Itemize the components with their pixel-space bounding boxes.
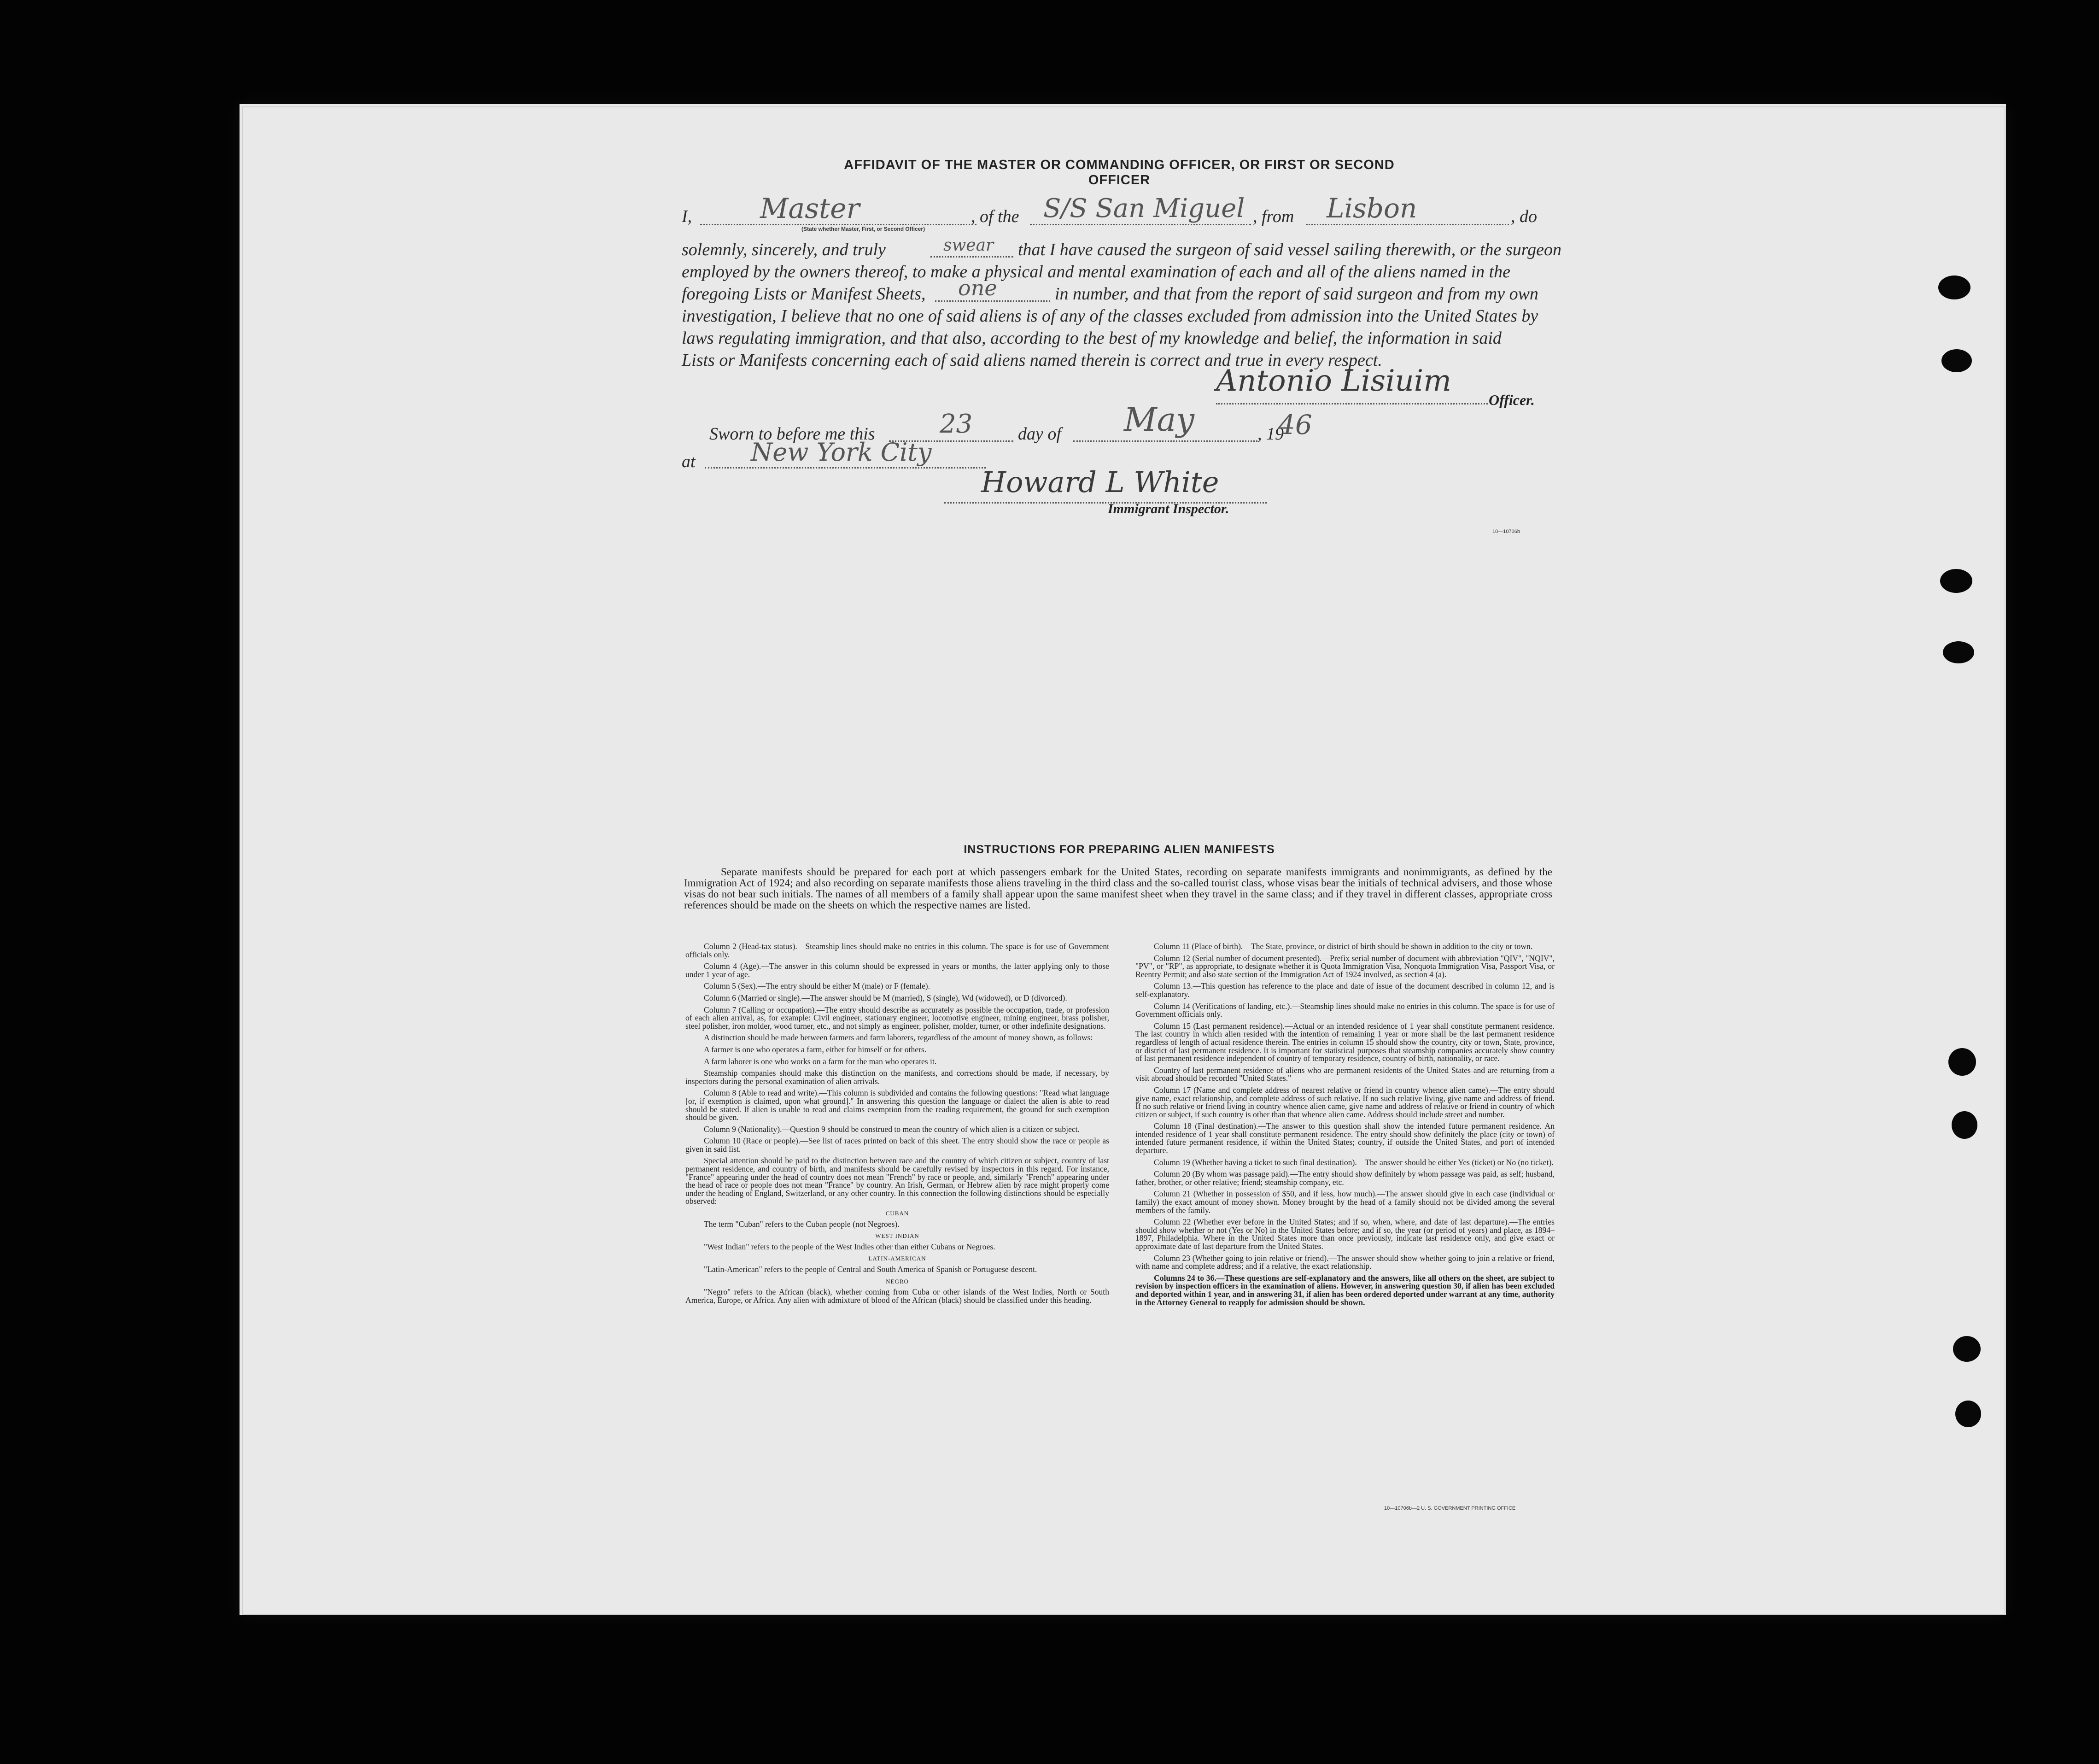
- right-paragraph: Column 15 (Last permanent residence).—Actual or an intended residence of 1 year shall constitute permanent residence. The last country in which alien resided with the intention of remaining 1 year or more shall be the last permanent residence regardless of length of actual residence therein. The entries in column 15 should show the country, city or town, State, province, or district of last permanent residence. It is important for statistical purposes that steamship companies accurately show country of last permanent residence independent of country of temporary residence, country of birth, nationality, or race.: [1135, 1021, 1555, 1063]
- affidavit-do: , do: [1511, 207, 1537, 226]
- right-paragraph: Column 11 (Place of birth).—The State, province, or district of birth should be shown in addition to the city or town.: [1154, 942, 1533, 951]
- heading-negro: NEGRO: [886, 1278, 909, 1285]
- left-paragraph: Column 2 (Head-tax status).—Steamship lines should make no entries in this column. The space is for use of Government officials only.: [685, 942, 1109, 959]
- month-field-line[interactable]: [1073, 440, 1257, 442]
- right-paragraph: Column 22 (Whether ever before in the United States; and if so, when, where, and date of last departure).—The entries should show whether or not (Yes or No) in the United States before; and if so, the year (or period of years) and place, as 1894–1897, Philadelphia. Where in the United States more than once previously, indicate last residence only, and give exact or approximate date of last departure from the United States.: [1135, 1217, 1555, 1251]
- handwritten-vessel: S/S San Miguel: [1043, 193, 1245, 223]
- left-paragraph: A farm laborer is one who works on a farm for the man who operates it.: [704, 1056, 937, 1066]
- right-paragraph: Column 23 (Whether going to join relative or friend).—The answer should show whether going to join a relative or friend, with name and complete address; and if a relative, the exact relationship.: [1135, 1253, 1555, 1271]
- sheets-field-line[interactable]: [935, 300, 1050, 302]
- left-paragraph: Column 7 (Calling or occupation).—The entry should describe as accurately as possible the occupation, trade, or profession of each alien arrival, as, for example: Civil engineer, stationary engineer, locomotive engineer, mining engineer, brass polisher, steel polisher, iron molder, wood turner, etc., and not simply as engineer, polisher, molder, turner, or other indefinite designations.: [685, 1005, 1109, 1031]
- binder-hole: [1952, 1111, 1977, 1139]
- right-paragraph: Column 21 (Whether in possession of $50, and if less, how much).—The answer should give in each case (individual or family) the exact amount of money shown. Money brought by the head of a family should not be divided among the several members of the family.: [1135, 1189, 1555, 1215]
- affidavit-line-2: [682, 240, 886, 260]
- affidavit-of-the: , of the: [971, 207, 1019, 226]
- right-paragraph: Column 12 (Serial number of document presented).—Prefix serial number of document with abbreviation "QIV", "NQIV", "PV", or "RP", as appropriate, to designate whether it is Quota Immigration Visa, Nonquota Immigration Visa, Passport Visa, or Reentry Permit; and also state section of the Immigration Act of 1924 involved, as section 4 (a).: [1135, 953, 1555, 979]
- affidavit-title: AFFIDAVIT OF THE MASTER OR COMMANDING OFFICER, OR FIRST OR SECOND OFFICER: [844, 158, 1395, 188]
- affidavit-from: , from: [1253, 207, 1294, 226]
- west-indian-text: "West Indian" refers to the people of the West Indies other than either Cubans or Negroes.: [704, 1242, 995, 1251]
- binder-hole: [1943, 641, 1974, 663]
- affidavit-line-6: laws regulating immigration, and that also, according to the best of my knowledge and belief, the information in said: [682, 328, 1502, 348]
- handwritten-day: 23: [940, 409, 973, 439]
- affidavit-line-2b: that I have caused the surgeon of said vessel sailing therewith, or the surgeon: [1018, 240, 1561, 259]
- rank-note: (State whether Master, First, or Second Officer): [801, 226, 925, 232]
- left-paragraph: A farmer is one who operates a farm, either for himself or for others.: [704, 1044, 927, 1054]
- left-paragraph: Column 6 (Married or single).—The answer should be M (married), S (single), Wd (widowed), or D (divorced).: [704, 993, 1067, 1002]
- binder-hole: [1938, 275, 1970, 299]
- handwritten-place: New York City: [751, 438, 932, 467]
- heading-west-indian: WEST INDIAN: [875, 1232, 919, 1240]
- affidavit-line-5: investigation, I believe that no one of said aliens is of any of the classes excluded from admission into the United States by: [682, 306, 1538, 326]
- place-field-line[interactable]: [705, 467, 986, 469]
- handwritten-year: 46: [1278, 409, 1312, 440]
- left-paragraph: Column 9 (Nationality).—Question 9 should be construed to mean the country of which alien is a citizen or subject.: [704, 1124, 1080, 1134]
- inspector-signature: Howard L White: [981, 465, 1219, 499]
- sworn-year-prefix: , 19: [1257, 424, 1284, 444]
- handwritten-sheets: one: [958, 275, 997, 300]
- affidavit-solemnly: solemnly, sincerely, and truly: [682, 240, 886, 259]
- latin-american-text: "Latin-American" refers to the people of Central and South America of Spanish or Portuguese descent.: [704, 1265, 1037, 1274]
- left-paragraph: A distinction should be made between farmers and farm laborers, regardless of the amount of money shown, as follows:: [704, 1033, 1093, 1043]
- left-paragraph: Column 8 (Able to read and write).—This column is subdivided and contains the following questions: "Read what language [or, if exemption is claimed, upon what ground]." In answering this question the language or dialect the alien is able to read should be stated. If alien is unable to read and claims exemption from the reading requirement, the ground for such exemption should be given.: [685, 1088, 1109, 1122]
- vessel-field-line[interactable]: [1030, 224, 1251, 225]
- officer-signature-line[interactable]: [1216, 403, 1488, 404]
- affidavit-line-3: employed by the owners thereof, to make a physical and mental examination of each and all of the aliens named in the: [682, 262, 1510, 281]
- affidavit-i: I,: [682, 207, 692, 226]
- binder-hole: [1955, 1401, 1981, 1427]
- left-paragraph: Column 10 (Race or people).—See list of races printed on back of this sheet. The entry should show the race or people as given in said list.: [685, 1136, 1109, 1154]
- binder-hole: [1948, 1048, 1976, 1076]
- heading-cuban: CUBAN: [885, 1210, 909, 1217]
- sworn-day-of: day of: [1018, 424, 1061, 444]
- negro-text: "Negro" refers to the African (black), whether coming from Cuba or other islands of the West Indies, North or South America, Europe, or Africa. Any alien with admixture of blood of the African (black) should be classified under this heading.: [685, 1287, 1109, 1305]
- instructions-left-column: [685, 943, 1109, 1308]
- affidavit-line-7: Lists or Manifests concerning each of said aliens named therein is correct and true in every respect.: [682, 351, 1382, 370]
- officer-label: Officer.: [1489, 392, 1535, 408]
- binder-hole: [1941, 349, 1972, 372]
- right-paragraph: Column 20 (By whom was passage paid).—The entry should show definitely by whom passage was paid, as self; husband, father, brother, or other relative; friend; steamship company, etc.: [1135, 1169, 1555, 1187]
- inspector-label: Immigrant Inspector.: [1108, 501, 1229, 516]
- right-paragraph: Column 14 (Verifications of landing, etc.).—Steamship lines should make no entries in this column. The space is for use of Government officials only.: [1135, 1001, 1555, 1019]
- handwritten-port: Lisbon: [1327, 193, 1417, 224]
- cuban-text: The term "Cuban" refers to the Cuban people (not Negroes).: [704, 1219, 900, 1229]
- heading-latin-american: LATIN-AMERICAN: [868, 1255, 926, 1262]
- left-paragraph: Steamship companies should make this distinction on the manifests, and corrections should be made, if necessary, by inspectors during the personal examination of alien arrivals.: [685, 1068, 1109, 1086]
- handwritten-month: May: [1124, 401, 1194, 439]
- instructions-intro: Separate manifests should be prepared for each port at which passengers embark for the United States, recording on separate manifests immigrants and nonimmigrants, as defined by the Immigration Act of 1924; and also recording on separate manifests those aliens traveling in the third class and the so-called tourist class, whose visas bear the initials of technical advisers, and those whose visas do not bear such initials. The names of all members of a family shall appear upon the same manifest sheet when they travel in the same class; and if they travel in different classes, appropriate cross references should be made on the sheets on which the respective names are listed.: [684, 866, 1552, 911]
- right-paragraph: Country of last permanent residence of aliens who are permanent residents of the United States and are returning from a visit abroad should be recorded "United States.": [1135, 1065, 1555, 1083]
- affidavit-line-4b: in number, and that from the report of said surgeon and from my own: [1055, 284, 1538, 304]
- instructions-title: INSTRUCTIONS FOR PREPARING ALIEN MANIFESTS: [964, 843, 1275, 856]
- sworn-at: at: [682, 452, 696, 471]
- left-paragraph: Column 5 (Sex).—The entry should be either M (male) or F (female).: [704, 981, 930, 991]
- printing-office-footer: 10—10706b—2 U. S. GOVERNMENT PRINTING OFFICE: [1384, 1506, 1516, 1511]
- handwritten-rank: Master: [760, 193, 860, 225]
- port-field-line[interactable]: [1306, 224, 1509, 225]
- left-paragraph: Special attention should be paid to the distinction between race and the country of which citizen or subject, country of last permanent residence, and country of birth, and manifests should be carefully revised by inspectors in this regard. For instance, "France" appearing under the head of country does not mean "French" by race or people, and, similarly "French" appearing under the head of race or people does not mean "France" by country. An Irish, German, or Hebrew alien by race might properly come under the heading of England, Switzerland, or any other country. In this connection the following distinctions should be especially observed:: [685, 1156, 1109, 1206]
- form-number: 10—10706b: [1492, 529, 1520, 534]
- handwritten-oath: swear: [943, 236, 994, 255]
- binder-hole: [1953, 1336, 1981, 1362]
- affidavit-line-4: foregoing Lists or Manifest Sheets,: [682, 284, 926, 304]
- instructions-right-column: [1135, 943, 1555, 1310]
- right-paragraph: Column 18 (Final destination).—The answer to this question shall show the intended future permanent residence. An intended residence of 1 year shall constitute permanent residence. The entry should show definitely the place (city or town) of intended future permanent residence, if within the United States; country, if outside the United States, and port of intended departure.: [1135, 1121, 1555, 1155]
- right-paragraph: Column 17 (Name and complete address of nearest relative or friend in country whence alien came).—The entry should give name, exact relationship, and complete address of such relative. If no such relative living, give name and address of friend. If no such relative or friend living in country whence alien came, give name and address of relative or friend in country of which citizen or subject, if such country is other than that whence alien came. Address should include street and number.: [1135, 1085, 1555, 1119]
- binder-hole: [1940, 569, 1972, 593]
- sworn-prefix: Sworn to before me this: [709, 424, 875, 444]
- right-paragraph: Column 19 (Whether having a ticket to such final destination).—The answer should be either Yes (ticket) or No (no ticket).: [1154, 1157, 1554, 1167]
- oath-field-line[interactable]: [930, 256, 1013, 258]
- right-paragraph: Column 13.—This question has reference to the place and date of issue of the document described in column 12, and is self-explanatory.: [1135, 981, 1555, 999]
- officer-signature: Antonio Lisiuim: [1216, 364, 1451, 398]
- left-paragraph: Column 4 (Age).—The answer in this column should be expressed in years or months, the latter applying only to those under 1 year of age.: [685, 961, 1109, 979]
- right-paragraph: Columns 24 to 36.—These questions are self-explanatory and the answers, like all others on the sheet, are subject to revision by inspection officers in the examination of aliens. However, in answering question 30, if alien has been excluded and deported within 1 year, and in answering 31, if alien has been ordered deported under warrant at any time, authority in the Attorney General to reapply for admission should be shown.: [1135, 1273, 1555, 1307]
